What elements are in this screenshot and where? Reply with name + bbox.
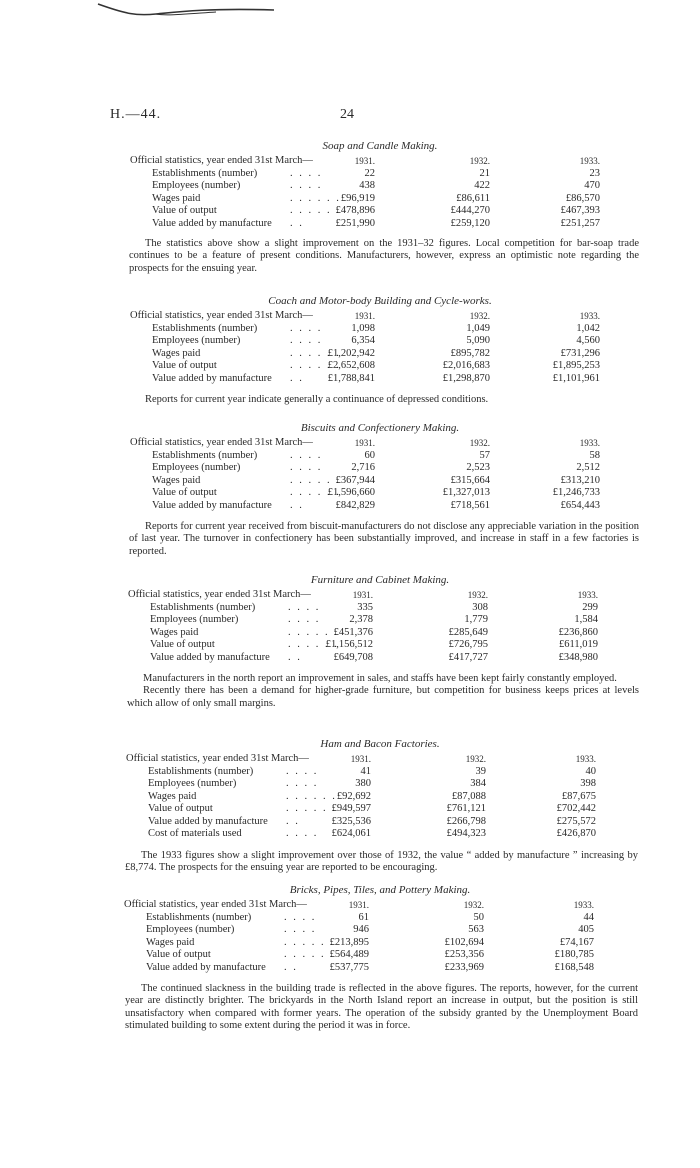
statistics-table: [124, 899, 624, 974]
table-cell: £325,536: [331, 815, 371, 827]
table-row: [126, 778, 626, 791]
table-row: [130, 193, 630, 206]
table-cell: 1,098: [351, 322, 375, 334]
table-cell: 23: [589, 167, 600, 179]
leader-dots: . . . .: [290, 462, 323, 473]
leader-dots: . . . .: [286, 828, 319, 839]
table-cell: 470: [584, 180, 600, 191]
table-cell: 398: [580, 778, 596, 789]
table-cell: £654,443: [560, 499, 600, 511]
section-title: Biscuits and Confectionery Making.: [300, 422, 460, 434]
year-header: 1933.: [573, 900, 594, 910]
row-label: Value added by manufacture: [152, 372, 272, 384]
table-header-label: Official statistics, year ended 31st March—: [130, 310, 313, 321]
year-header: 1932.: [469, 438, 490, 448]
table-cell: 422: [474, 180, 490, 191]
table-cell: £1,298,870: [442, 372, 490, 384]
row-label: Wages paid: [152, 192, 201, 204]
table-cell: £718,561: [450, 499, 490, 511]
table-cell: £564,489: [329, 949, 369, 960]
year-header: 1932.: [469, 156, 490, 166]
table-cell: £92,692: [336, 790, 371, 802]
table-cell: £96,919: [340, 192, 375, 204]
row-label: Wages paid: [150, 626, 199, 638]
table-cell: £1,156,512: [325, 639, 373, 650]
table-cell: £624,061: [331, 828, 371, 839]
table-row: [124, 962, 624, 975]
table-cell: £1,327,013: [442, 487, 490, 498]
pencil-mark: [96, 0, 296, 30]
table-cell: £1,788,841: [327, 372, 375, 384]
commentary-paragraph: [125, 850, 638, 875]
table-row: [126, 816, 626, 829]
leader-dots: . . . . . .: [288, 639, 339, 650]
table-cell: 50: [473, 911, 484, 923]
table-cell: £1,202,942: [327, 347, 375, 359]
row-label: Wages paid: [148, 790, 197, 802]
row-label: Value of output: [152, 487, 217, 498]
row-label: Employees (number): [150, 614, 239, 625]
table-row: [126, 766, 626, 779]
leader-dots: . . . .: [290, 335, 323, 346]
row-label: Establishments (number): [152, 449, 258, 461]
table-row: [124, 924, 624, 937]
table-cell: 563: [468, 924, 484, 935]
table-cell: £444,270: [450, 205, 490, 216]
table-header-row: [130, 155, 630, 168]
table-cell: £315,664: [450, 474, 490, 486]
table-cell: 57: [479, 449, 490, 461]
table-cell: £726,795: [448, 639, 488, 650]
leader-dots: . .: [288, 651, 302, 663]
table-cell: £1,246,733: [552, 487, 600, 498]
year-header: 1931.: [352, 590, 373, 600]
row-label: Value of output: [152, 205, 217, 216]
table-cell: 61: [358, 911, 369, 923]
table-row: [128, 627, 628, 640]
year-header: 1931.: [350, 754, 371, 764]
table-row: [130, 373, 630, 386]
table-cell: 2,512: [576, 462, 600, 473]
table-cell: £213,895: [329, 936, 369, 948]
table-cell: 44: [583, 911, 594, 923]
year-header: 1933.: [579, 311, 600, 321]
leader-dots: . . . . . .: [290, 474, 341, 486]
table-row: [130, 450, 630, 463]
table-cell: 1,779: [464, 614, 488, 625]
table-cell: £702,442: [556, 803, 596, 814]
table-cell: £731,296: [560, 347, 600, 359]
table-cell: £86,570: [565, 192, 600, 204]
section-title: Soap and Candle Making.: [322, 140, 438, 152]
table-cell: £233,969: [444, 961, 484, 973]
row-label: Employees (number): [148, 778, 237, 789]
leader-dots: . . . . . .: [284, 949, 335, 960]
table-cell: 384: [470, 778, 486, 789]
row-label: Value added by manufacture: [148, 815, 268, 827]
table-header-row: [130, 437, 630, 450]
leader-dots: . . . .: [290, 180, 323, 191]
row-label: Wages paid: [152, 347, 201, 359]
row-label: Establishments (number): [152, 322, 258, 334]
table-cell: £87,088: [451, 790, 486, 802]
table-cell: £1,895,253: [552, 360, 600, 371]
leader-dots: . .: [290, 217, 304, 229]
table-cell: £168,548: [554, 961, 594, 973]
table-row: [126, 828, 626, 841]
leader-dots: . . . . . .: [288, 626, 339, 638]
table-cell: £102,694: [444, 936, 484, 948]
table-row: [130, 205, 630, 218]
table-cell: 405: [578, 924, 594, 935]
row-label: Value added by manufacture: [150, 651, 270, 663]
leader-dots: . . . . . .: [286, 803, 337, 814]
table-cell: 4,560: [576, 335, 600, 346]
statistics-table: [130, 437, 630, 512]
commentary-paragraph: [125, 983, 638, 1032]
table-cell: £611,019: [559, 639, 598, 650]
row-label: Cost of materials used: [148, 828, 242, 839]
page-number: 24: [340, 107, 354, 122]
table-cell: 6,354: [351, 335, 375, 346]
table-cell: £275,572: [556, 815, 596, 827]
table-row: [124, 949, 624, 962]
table-cell: £251,257: [560, 217, 600, 229]
table-cell: £417,727: [448, 651, 488, 663]
table-cell: £236,860: [558, 626, 598, 638]
table-cell: 308: [472, 601, 488, 613]
table-cell: 39: [475, 765, 486, 777]
table-cell: £313,210: [560, 474, 600, 486]
leader-dots: . . . .: [284, 911, 317, 923]
table-cell: 2,378: [349, 614, 373, 625]
table-header-row: [128, 589, 628, 602]
leader-dots: . . . . . .: [290, 205, 341, 216]
statistics-table: [130, 155, 630, 230]
paragraph-text: Reports for current year indicate generally a continuance of depressed conditions.: [145, 394, 489, 405]
row-label: Value added by manufacture: [152, 217, 272, 229]
table-cell: 40: [585, 765, 596, 777]
year-header: 1931.: [354, 311, 375, 321]
statistics-table: [130, 310, 630, 385]
table-row: [130, 348, 630, 361]
row-label: Establishments (number): [150, 601, 256, 613]
table-row: [130, 500, 630, 513]
leader-dots: . . . .: [286, 778, 319, 789]
table-cell: £467,393: [560, 205, 600, 216]
year-header: 1932.: [463, 900, 484, 910]
leader-dots: . . . . . .: [290, 487, 341, 498]
statistics-table: [126, 753, 626, 841]
table-cell: 41: [360, 765, 371, 777]
table-cell: £253,356: [444, 949, 484, 960]
table-cell: £180,785: [554, 949, 594, 960]
table-row: [128, 639, 628, 652]
table-row: [126, 791, 626, 804]
table-row: [124, 912, 624, 925]
paragraph-text: Recently there has been a demand for higher-grade furniture, but competition for business keeps prices at levels which allow of only small margins.: [127, 685, 639, 709]
table-cell: £87,675: [561, 790, 596, 802]
table-cell: 335: [357, 601, 373, 613]
table-row: [130, 168, 630, 181]
row-label: Wages paid: [152, 474, 201, 486]
table-row: [128, 614, 628, 627]
table-cell: 1,042: [576, 322, 600, 334]
year-header: 1931.: [348, 900, 369, 910]
table-cell: 1,584: [574, 614, 598, 625]
leader-dots: . . . .: [288, 601, 321, 613]
paragraph-text: Reports for current year received from biscuit-manufacturers do not disclose any appreciable variation in the position of last year. The turnover in confectionery has been substantially improved, and increase in staff in a few factories is reported.: [129, 521, 639, 557]
table-cell: £285,649: [448, 626, 488, 638]
row-label: Employees (number): [146, 924, 235, 935]
row-label: Value of output: [146, 949, 211, 960]
table-row: [130, 218, 630, 231]
table-cell: £895,782: [450, 347, 490, 359]
year-header: 1933.: [579, 156, 600, 166]
table-cell: £949,597: [331, 803, 371, 814]
leader-dots: . . . .: [286, 765, 319, 777]
paragraph-text: The continued slackness in the building trade is reflected in the above figures. The reports, however, for the current year are distinctly brighter. The brickyards in the North Island report an increase in output, but the position is still unsatisfactory when compared with former years. The operation of the subsidy granted by the Unemployment Board stimulated building to some extent during the period it was in force.: [125, 983, 638, 1031]
table-header-label: Official statistics, year ended 31st March—: [126, 753, 309, 764]
section-title: Bricks, Pipes, Tiles, and Pottery Making.: [289, 884, 471, 896]
leader-dots: . .: [286, 815, 300, 827]
table-row: [130, 462, 630, 475]
table-cell: £74,167: [559, 936, 594, 948]
paragraph-text: The statistics above show a slight improvement on the 1931–32 figures. Local competition for bar-soap trade continues to be a feature of present conditions. Manufacturers, however, express an optimistic note regarding the prospects for the ensuing year.: [129, 238, 639, 274]
table-cell: £348,980: [558, 651, 598, 663]
leader-dots: . . . . . .: [290, 192, 341, 204]
table-cell: £451,376: [333, 626, 373, 638]
table-cell: 1,049: [466, 322, 490, 334]
leader-dots: . . . . . .: [290, 347, 341, 359]
table-cell: £251,990: [335, 217, 375, 229]
year-header: 1933.: [577, 590, 598, 600]
commentary-paragraph: [129, 394, 639, 406]
leader-dots: . . . .: [290, 167, 323, 179]
table-cell: £842,829: [335, 499, 375, 511]
table-cell: 58: [589, 449, 600, 461]
table-row: [130, 475, 630, 488]
table-header-row: [130, 310, 630, 323]
table-cell: £259,120: [450, 217, 490, 229]
year-header: 1931.: [354, 438, 375, 448]
table-cell: £2,016,683: [442, 360, 490, 371]
table-row: [128, 652, 628, 665]
leader-dots: . . . .: [290, 322, 323, 334]
table-cell: 22: [364, 167, 375, 179]
year-header: 1932.: [469, 311, 490, 321]
table-cell: 60: [364, 449, 375, 461]
table-cell: 5,090: [466, 335, 490, 346]
section-title: Ham and Bacon Factories.: [320, 738, 440, 750]
table-row: [130, 180, 630, 193]
paragraph-text: Manufacturers in the north report an improvement in sales, and staffs have been kept fairly constantly employed.: [143, 673, 617, 684]
statistics-table: [128, 589, 628, 664]
table-cell: £494,323: [446, 828, 486, 839]
table-row: [130, 323, 630, 336]
leader-dots: . .: [290, 499, 304, 511]
table-cell: 299: [582, 601, 598, 613]
leader-dots: . . . .: [284, 924, 317, 935]
year-header: 1933.: [575, 754, 596, 764]
commentary-paragraph: [127, 673, 639, 710]
section-title: Furniture and Cabinet Making.: [310, 574, 450, 586]
table-cell: 2,716: [351, 462, 375, 473]
leader-dots: . . . . . .: [284, 936, 335, 948]
year-header: 1933.: [579, 438, 600, 448]
table-cell: £761,121: [446, 803, 486, 814]
row-label: Establishments (number): [146, 911, 252, 923]
table-row: [126, 803, 626, 816]
year-header: 1931.: [354, 156, 375, 166]
year-header: 1932.: [467, 590, 488, 600]
paragraph-text: The 1933 figures show a slight improvement over those of 1932, the value “ added by manufacture ” increasing by £8,774. The prospects for the ensuing year are reported to be encouraging.: [125, 850, 638, 874]
leader-dots: . .: [284, 961, 298, 973]
table-row: [130, 335, 630, 348]
table-row: [130, 360, 630, 373]
table-cell: £1,101,961: [552, 372, 600, 384]
table-cell: £2,652,608: [327, 360, 375, 371]
commentary-paragraph: [129, 238, 639, 275]
table-header-label: Official statistics, year ended 31st March—: [124, 899, 307, 910]
table-cell: £649,708: [333, 651, 373, 663]
leader-dots: . . . . . .: [290, 360, 341, 371]
table-row: [130, 487, 630, 500]
table-cell: £367,944: [335, 474, 375, 486]
table-cell: 438: [359, 180, 375, 191]
row-label: Value of output: [152, 360, 217, 371]
row-label: Employees (number): [152, 462, 241, 473]
table-row: [124, 937, 624, 950]
leader-dots: . . . . . .: [286, 790, 337, 802]
leader-dots: . . . .: [288, 614, 321, 625]
table-cell: £266,798: [446, 815, 486, 827]
table-cell: 2,523: [466, 462, 490, 473]
table-cell: 380: [355, 778, 371, 789]
table-row: [128, 602, 628, 615]
table-cell: £426,870: [556, 828, 596, 839]
row-label: Value of output: [150, 639, 215, 650]
table-header-label: Official statistics, year ended 31st March—: [128, 589, 311, 600]
section-title: Coach and Motor-body Building and Cycle-works.: [268, 295, 492, 307]
row-label: Wages paid: [146, 936, 195, 948]
row-label: Establishments (number): [148, 765, 254, 777]
table-cell: £1,596,660: [327, 487, 375, 498]
row-label: Establishments (number): [152, 167, 258, 179]
row-label: Value added by manufacture: [146, 961, 266, 973]
table-cell: 21: [479, 167, 490, 179]
table-header-row: [124, 899, 624, 912]
leader-dots: . . . .: [290, 449, 323, 461]
year-header: 1932.: [465, 754, 486, 764]
table-header-label: Official statistics, year ended 31st March—: [130, 437, 313, 448]
document-reference: H.—44.: [110, 107, 162, 122]
table-header-label: Official statistics, year ended 31st March—: [130, 155, 313, 166]
row-label: Employees (number): [152, 180, 241, 191]
table-header-row: [126, 753, 626, 766]
table-cell: £86,611: [456, 192, 490, 204]
row-label: Value of output: [148, 803, 213, 814]
leader-dots: . .: [290, 372, 304, 384]
table-cell: £478,896: [335, 205, 375, 216]
table-cell: £537,775: [329, 961, 369, 973]
row-label: Value added by manufacture: [152, 499, 272, 511]
commentary-paragraph: [129, 521, 639, 558]
table-cell: 946: [353, 924, 369, 935]
row-label: Employees (number): [152, 335, 241, 346]
